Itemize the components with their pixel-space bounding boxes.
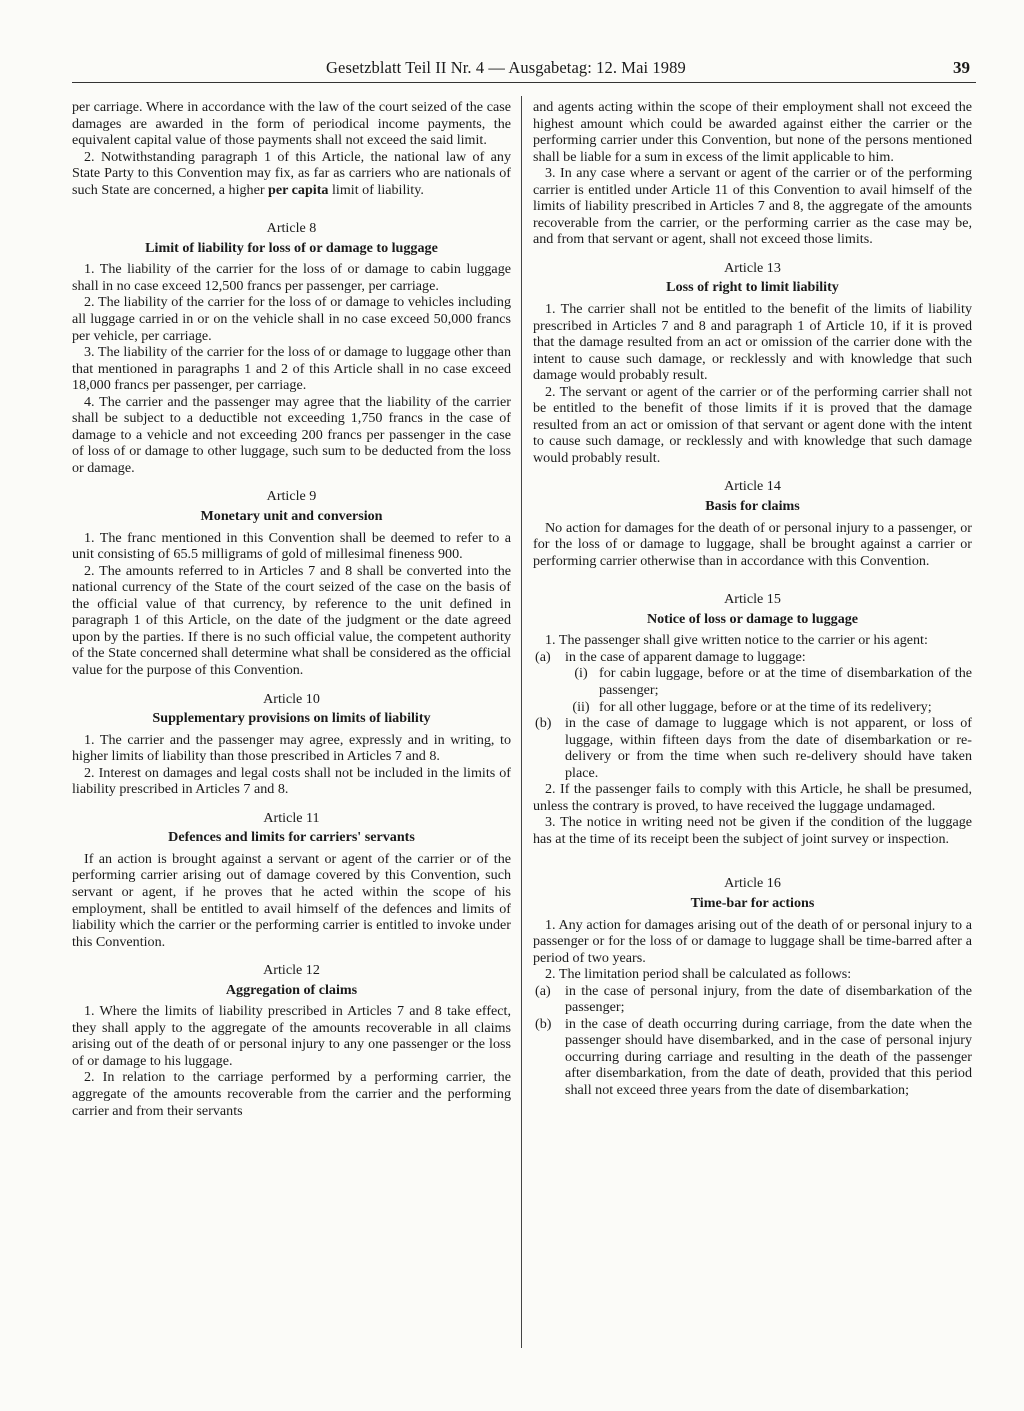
article-heading: Article 9: [266, 488, 317, 505]
article-title: Supplementary provisions on limits of liability: [152, 710, 431, 727]
article-heading: Article 14: [724, 478, 781, 495]
paragraph: 3. In any case where a servant or agent of the carrier or of the performing carrier is entitled under Article 11 of this Convention to avail himself of the limits of liability prescribed in Articles 7 and 8, the aggregate of the amounts recoverable from the carrier, or the performing carrier as the case may be, and from that servant or agent, shall not exceed those limits.: [533, 165, 972, 248]
list-item: [533, 983, 972, 1016]
paragraph: 3. The notice in writing need not be given if the condition of the luggage has at the time of its receipt been the subject of joint survey or inspection.: [533, 814, 972, 847]
article-title: Monetary unit and conversion: [200, 508, 383, 525]
column-divider: [521, 96, 522, 1348]
paragraph: If an action is brought against a servant or agent of the carrier or of the performing carrier arising out of damage covered by this Convention, such servant or agent, if he proves that he acted within the scope of his employment, shall be entitled to avail himself of the defences and limits of liability which the carrier or the performing carrier is entitled to invoke under this Convention.: [72, 850, 511, 950]
header-rule: [72, 82, 976, 83]
running-title: Gesetzblatt Teil II Nr. 4 — Ausgabetag: 12. Mai 1989: [326, 58, 686, 77]
article-title: Time-bar for actions: [690, 894, 815, 911]
article-heading: Article 8: [266, 220, 317, 237]
page-number: 39: [953, 58, 970, 77]
item-text: in the case of death occurring during carriage, from the date when the passenger should have disembarked, and in the case of personal injury occurring during carriage and resulting in the death of the passenger after disembarkation, from the date of death, provided that this period shall not exceed three years from the date of disembarkation;: [565, 1015, 972, 1098]
paragraph: [72, 149, 511, 199]
paragraph: per carriage. Where in accordance with the law of the court seized of the case damages are awarded in the form of periodical income payments, the equivalent capital value of those payments shall not exceed the said limit.: [72, 99, 511, 149]
paragraph: 2. If the passenger fails to comply with this Article, he shall be presumed, unless the contrary is proved, to have received the luggage undamaged.: [533, 781, 972, 814]
item-marker: (b): [535, 715, 552, 732]
paragraph: 1. The carrier shall not be entitled to the benefit of the limits of liability prescribed in Articles 7 and 8 and paragraph 1 of Article 10, if it is proved that the damage resulted from an act or omission of the carrier done with the intent to cause such damage, or recklessly and with knowledge that such damage would probably result.: [533, 301, 972, 384]
item-marker: (ii): [572, 698, 590, 715]
article-heading: Article 16: [724, 875, 781, 892]
paragraph: 1. The carrier and the passenger may agree, expressly and in writing, to higher limits of liability than those prescribed in Articles 7 and 8.: [72, 731, 511, 765]
article-title: Basis for claims: [705, 498, 800, 515]
paragraph: 2. Interest on damages and legal costs shall not be included in the limits of liability prescribed in Articles 7 and 8.: [72, 764, 511, 798]
item-marker: (a): [535, 648, 551, 665]
paragraph: 4. The carrier and the passenger may agree that the liability of the carrier shall be subject to a deductible not exceeding 1,750 francs in the case of damage to a vehicle and not exceeding 200 francs per passenger in the case of loss of or damage to other luggage, such sum to be deducted from the loss or damage.: [72, 393, 511, 476]
article-title: Limit of liability for loss of or damage to luggage: [145, 239, 438, 256]
article-title: Notice of loss or damage to luggage: [646, 610, 859, 627]
paragraph: 2. The liability of the carrier for the loss of or damage to vehicles including all luggage carried in or on the vehicle shall in no case exceed 50,000 francs per vehicle, per carriage.: [72, 294, 511, 344]
article-heading: Article 13: [724, 259, 781, 276]
paragraph: and agents acting within the scope of their employment shall not exceed the highest amount which could be awarded against either the carrier or the performing carrier under this Convention, but none of the persons mentioned shall be liable for a sum in excess of the limit applicable to him.: [533, 99, 972, 165]
list-item: [533, 1016, 972, 1099]
list-subitem: [563, 665, 972, 698]
emphasis-text: per capita: [268, 181, 329, 198]
item-marker: (b): [535, 1015, 552, 1032]
text-run: 2. Notwithstanding paragraph 1 of this Article, the national law of any State Party to this Convention may fix, as far as carriers who are nationals of such State are concerned, a higher: [72, 148, 511, 198]
article-title: Defences and limits for carriers' servants: [168, 829, 415, 846]
item-text: in the case of apparent damage to luggage:: [565, 648, 806, 665]
paragraph: 3. The liability of the carrier for the loss of or damage to luggage other than that mentioned in paragraphs 1 and 2 of this Article shall in no case exceed 18,000 francs per passenger, per carriage.: [72, 344, 511, 394]
item-marker: (a): [535, 982, 551, 999]
article-title: Loss of right to limit liability: [666, 279, 839, 296]
article-heading: Article 10: [263, 690, 320, 707]
page-header: [0, 58, 1024, 82]
item-text: for cabin luggage, before or at the time of disembarkation of the passenger;: [599, 665, 972, 698]
text-run: limit of liability.: [328, 181, 424, 198]
paragraph: 1. The liability of the carrier for the loss of or damage to cabin luggage shall in no case exceed 12,500 francs per passenger, per carriage.: [72, 261, 511, 294]
article-heading: Article 15: [724, 591, 781, 608]
article-heading: Article 12: [263, 962, 320, 979]
article-heading: Article 11: [263, 809, 320, 826]
paragraph: 2. The amounts referred to in Articles 7 and 8 shall be converted into the national currency of the State of the court seized of the case on the basis of the official value of that currency, by reference to the unit defined in paragraph 1 of this Article, on the date of the judgment or the date agreed upon by the parties. If there is no such official value, the competent authority of the State concerned shall determine what shall be considered as the official value for the purpose of this Convention.: [72, 562, 511, 678]
item-text: for all other luggage, before or at the time of its redelivery;: [599, 698, 932, 715]
item-text: in the case of personal injury, from the date of disembarkation of the passenger;: [565, 982, 972, 1016]
item-text: in the case of damage to luggage which is not apparent, or loss of luggage, within fifteen days from the date of disembarkation or re-delivery or from the time when such re-delivery should have taken place.: [565, 715, 972, 781]
right-column: [533, 99, 972, 1099]
paragraph: 1. Where the limits of liability prescribed in Articles 7 and 8 take effect, they shall apply to the aggregate of the amounts recoverable in all claims arising out of the death of or personal injury to any one passenger or the loss of or damage to his luggage.: [72, 1003, 511, 1069]
paragraph: 2. The servant or agent of the carrier or of the performing carrier shall not be entitled to the benefit of those limits if it is proved that the damage resulted from an act or omission of that servant or agent done with the intent to cause such damage, or recklessly and with knowledge that such damage would probably result.: [533, 383, 972, 466]
list-item: [533, 649, 972, 666]
paragraph: 1. The franc mentioned in this Convention shall be deemed to refer to a unit consisting of 65.5 milligrams of gold of millesimal fineness 900.: [72, 529, 511, 563]
list-item: [533, 715, 972, 781]
paragraph: No action for damages for the death of or personal injury to a passenger, or for the loss of or damage to luggage, shall be brought against a carrier or performing carrier otherwise than in accordance with this Convention.: [533, 519, 972, 569]
left-column: [72, 99, 511, 1119]
item-marker: (i): [574, 665, 588, 682]
list-subitem: [563, 699, 972, 716]
article-title: Aggregation of claims: [225, 981, 358, 998]
paragraph: 2. The limitation period shall be calculated as follows:: [545, 966, 852, 983]
paragraph: 1. The passenger shall give written notice to the carrier or his agent:: [545, 632, 928, 649]
paragraph: 1. Any action for damages arising out of the death of or personal injury to a passenger or for the loss of or damage to luggage shall be time-barred after a period of two years.: [533, 916, 972, 966]
paragraph: 2. In relation to the carriage performed by a performing carrier, the aggregate of the amounts recoverable from the carrier and the performing carrier and from their servants: [72, 1069, 511, 1119]
